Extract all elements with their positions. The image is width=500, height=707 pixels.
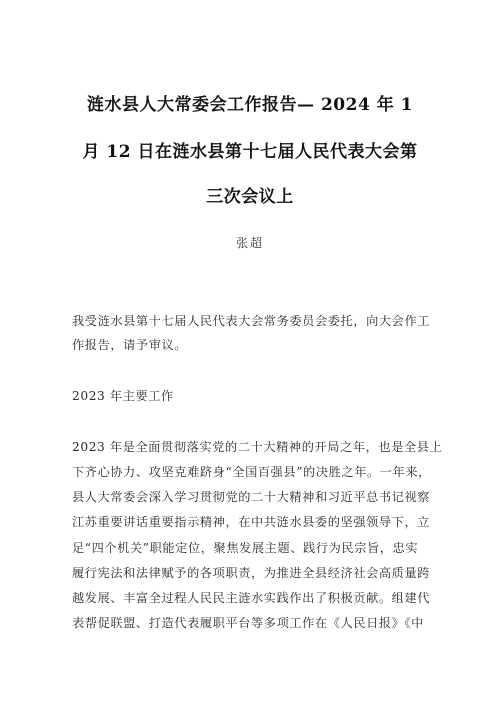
intro-line-1: 我受涟水县第十七届人民代表大会常务委员会委托，向大会作工: [72, 314, 431, 328]
report-title-line-3: 三次会议上: [206, 187, 294, 207]
body-line-4: 江苏重要讲话重要指示精神，在中共涟水县委的坚强领导下，立: [72, 515, 431, 529]
author-name: 张超: [235, 236, 264, 250]
body-line-3: 县人大常委会深入学习贯彻党的二十大精神和习近平总书记视察: [72, 490, 431, 504]
body-line-5: 足“四个机关”职能定位，聚焦发展主题、践行为民宗旨，忠实: [72, 541, 419, 555]
body-line-1: 2023 年是全面贯彻落实党的二十大精神的开局之年，也是全县上: [72, 440, 443, 454]
body-line-8: 表帮促联盟、打造代表履职平台等多项工作在《人民日报》《中: [72, 616, 424, 630]
report-title-line-2: 月 12 日在涟水县第十七届人民代表大会第: [82, 142, 418, 162]
intro-line-2: 作报告，请予审议。: [72, 338, 188, 352]
report-title-line-1: 涟水县人大常委会工作报告— 2024 年 1: [87, 95, 413, 115]
body-line-6: 履行宪法和法律赋予的各项职责，为推进全县经济社会高质量跨: [72, 566, 431, 580]
section-heading: 2023 年主要工作: [72, 389, 174, 403]
body-line-7: 越发展、丰富全过程人民民主涟水实践作出了积极贡献。组建代: [72, 591, 431, 605]
body-line-2: 下齐心协力、攻坚克难跻身“全国百强县”的决胜之年。一年来，: [72, 465, 431, 479]
